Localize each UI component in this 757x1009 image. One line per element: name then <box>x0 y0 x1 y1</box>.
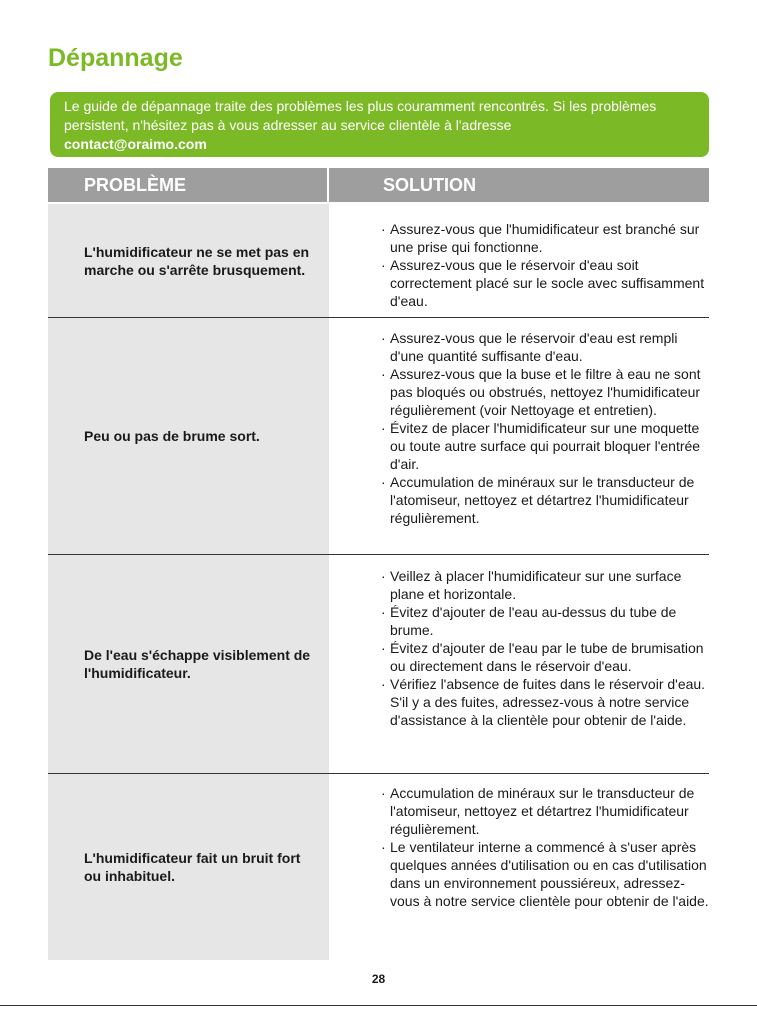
solution-item: · Évitez d'ajouter de l'eau par le tube de brumisation ou directement dans le réservoir d'eau. <box>381 639 711 675</box>
problem-text: De l'eau s'échappe visiblement de l'humidificateur. <box>84 647 311 681</box>
solution-cell <box>381 784 711 910</box>
solution-item: · Assurez-vous que l'humidificateur est branché sur une prise qui fonctionne. <box>381 220 711 256</box>
header-solution: SOLUTION <box>383 175 476 195</box>
problem-cell <box>48 204 329 317</box>
intro-box <box>50 92 709 157</box>
solution-cell <box>381 329 711 527</box>
problem-text: L'humidificateur ne se met pas en marche ou s'arrête brusquement. <box>84 243 310 278</box>
page-title: Dépannage <box>48 44 183 72</box>
problem-text: Peu ou pas de brume sort. <box>84 428 260 444</box>
solution-item: · Assurez-vous que le réservoir d'eau soit correctement placé sur le socle avec suffisamment d'eau. <box>381 256 711 310</box>
solution-item: · Évitez d'ajouter de l'eau au-dessus du tube de brume. <box>381 603 711 639</box>
solution-item: · Vérifiez l'absence de fuites dans le réservoir d'eau. S'il y a des fuites, adressez-vous à notre service d'assistance à la clientèle pour obtenir de l'aide. <box>381 675 711 729</box>
solution-item: · Évitez de placer l'humidificateur sur une moquette ou toute autre surface qui pourrait bloquer l'entrée d'air. <box>381 419 711 473</box>
solution-cell <box>381 220 711 310</box>
problem-text: L'humidificateur fait un bruit fort ou inhabituel. <box>84 850 301 884</box>
table-header <box>48 168 709 202</box>
problem-cell <box>48 318 329 554</box>
solution-cell <box>381 567 711 729</box>
support-email[interactable]: contact@oraimo.com <box>64 136 207 152</box>
table-row <box>48 318 709 554</box>
solution-item: · Assurez-vous que la buse et le filtre à eau ne sont pas bloqués ou obstrués, nettoyez l'humidificateur régulièrement (voir Nettoyage et entretien). <box>381 365 711 419</box>
problem-cell <box>48 774 329 960</box>
table-row <box>48 204 709 317</box>
table-row <box>48 774 709 960</box>
page-number: 28 <box>371 972 386 986</box>
table-row <box>48 555 709 773</box>
solution-item: · Accumulation de minéraux sur le transducteur de l'atomiseur, nettoyez et détartrez l'humidificateur régulièrement. <box>381 784 711 838</box>
solution-item: · Assurez-vous que le réservoir d'eau est rempli d'une quantité suffisante d'eau. <box>381 329 711 365</box>
intro-text: Le guide de dépannage traite des problèmes les plus couramment rencontrés. Si les problèmes persistent, n'hésitez pas à vous adresser au service clientèle à l'adresse <box>64 98 657 133</box>
footer-rule <box>0 1005 757 1006</box>
solution-item: · Le ventilateur interne a commencé à s'user après quelques années d'utilisation ou en cas d'utilisation dans un environnement poussiéreux, adressez-vous à notre service clientèle pour obtenir de l'aide. <box>381 838 711 910</box>
header-problem: PROBLÈME <box>48 168 329 202</box>
problem-cell <box>48 555 329 773</box>
solution-item: · Accumulation de minéraux sur le transducteur de l'atomiseur, nettoyez et détartrez l'humidificateur régulièrement. <box>381 473 711 527</box>
solution-item: · Veillez à placer l'humidificateur sur une surface plane et horizontale. <box>381 567 711 603</box>
